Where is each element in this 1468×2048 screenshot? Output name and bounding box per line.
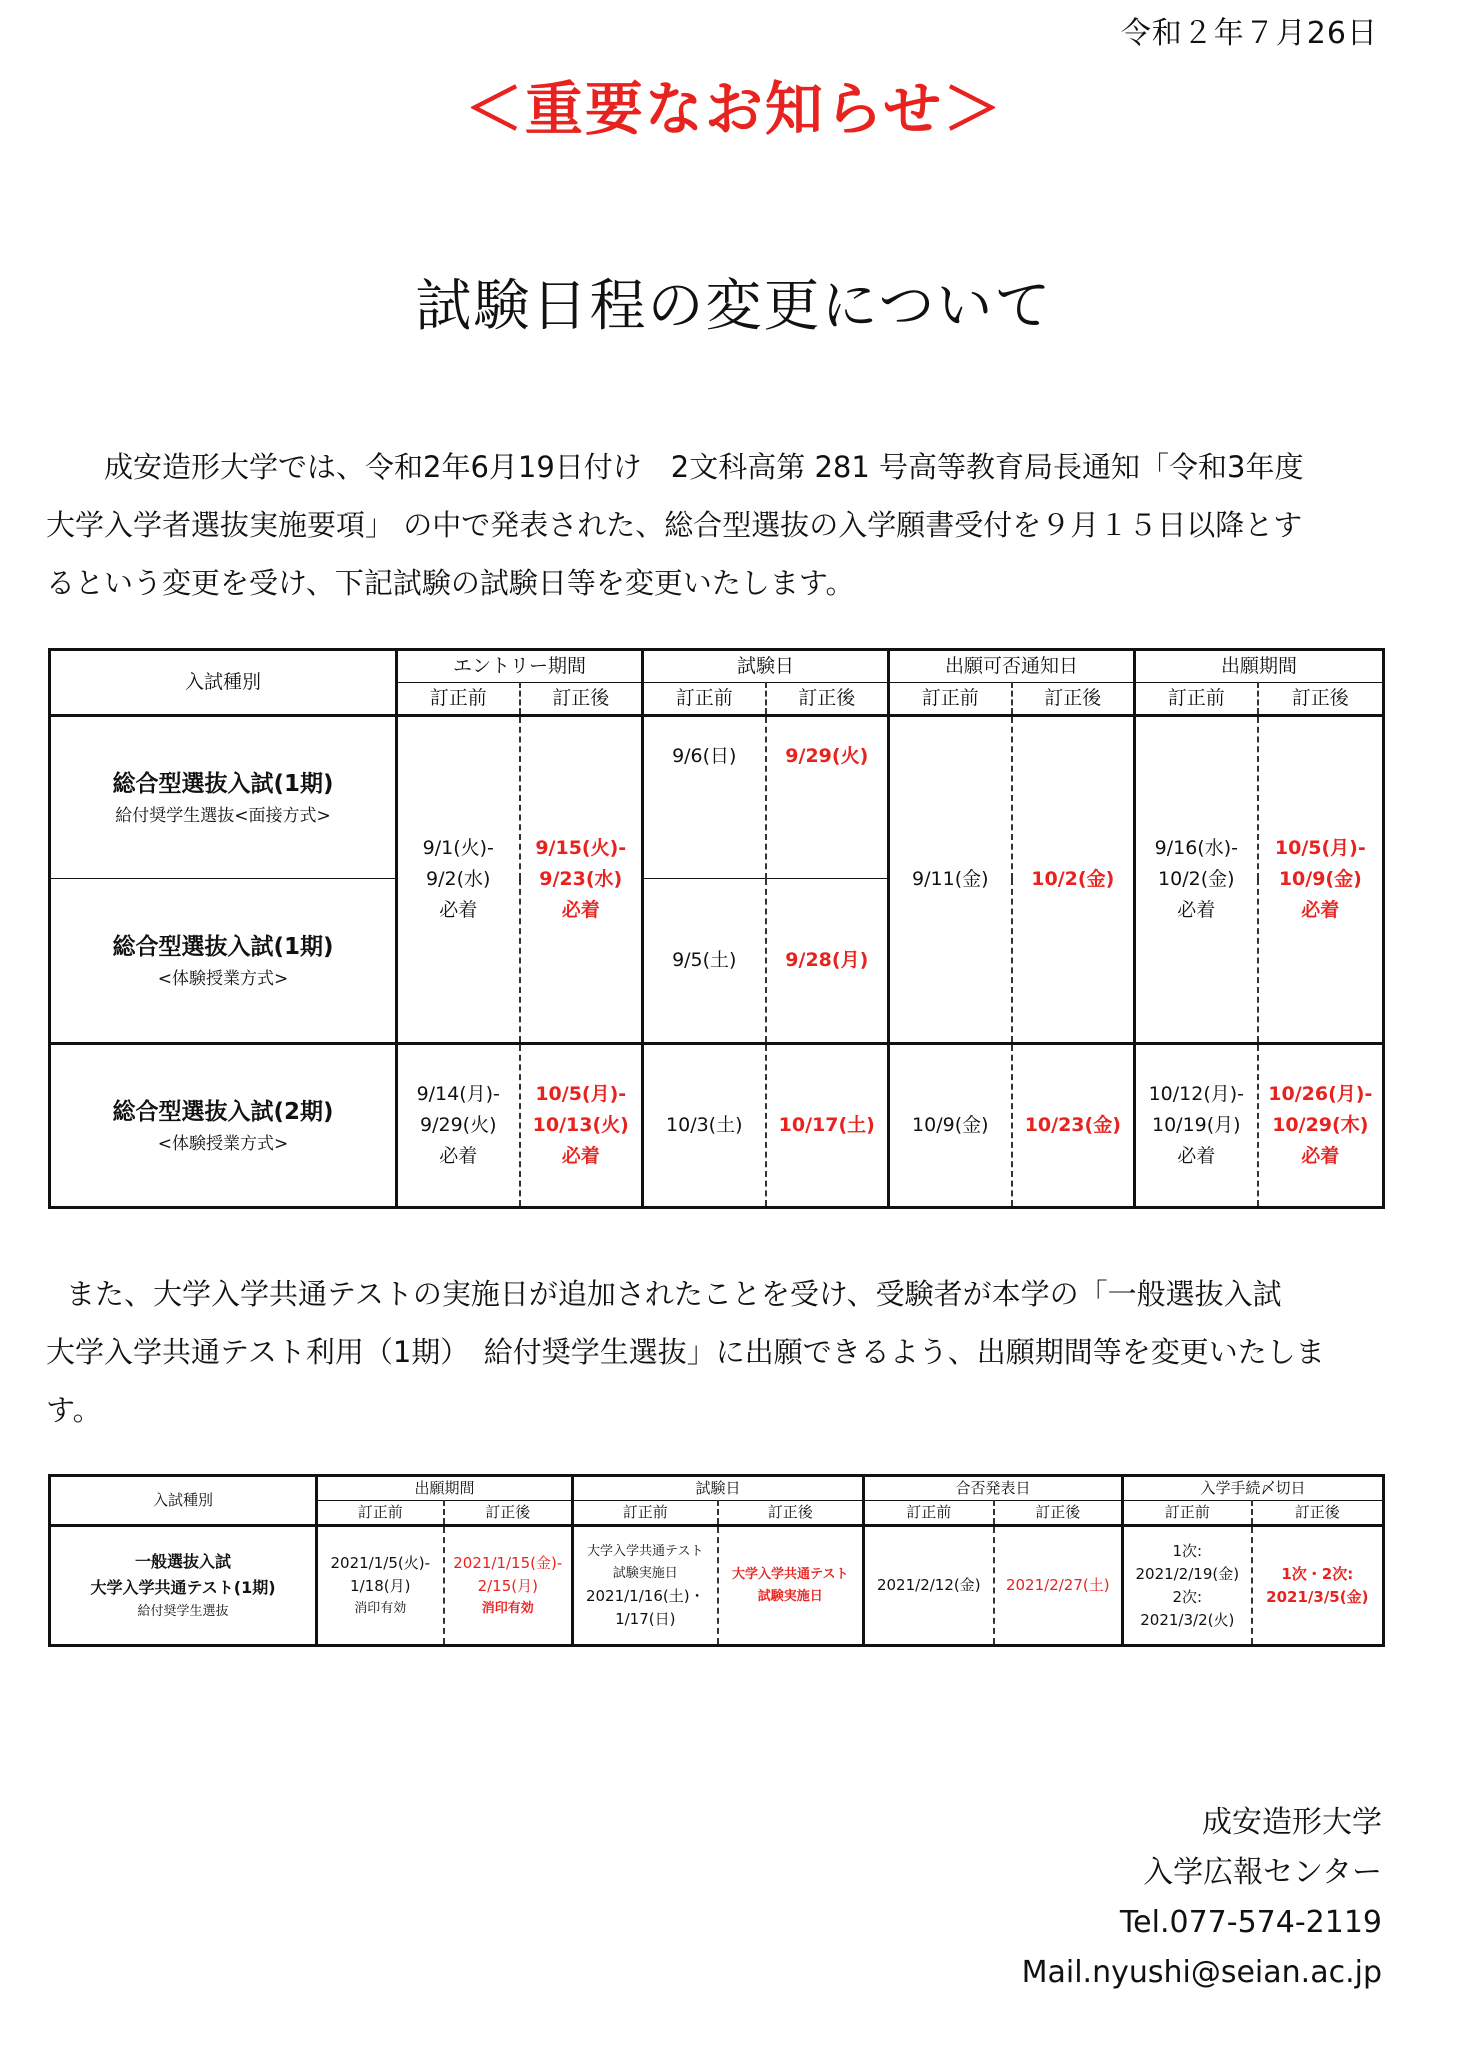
exam-after (718, 1526, 864, 1646)
apply-before-1-end: 10/2(金) (1158, 868, 1235, 890)
apply-after-1-note: 必着 (1301, 899, 1340, 921)
exam-before (573, 1526, 718, 1646)
exam-name: 総合型選抜入試(2期) (112, 1098, 334, 1125)
header-before: 訂正前 (889, 683, 1012, 716)
document-date: 令和２年７月26日 (1120, 16, 1378, 51)
header-after: 訂正後 (520, 683, 643, 716)
apply-before (317, 1526, 444, 1646)
procedure-after-line-1: 1次・2次: (1281, 1564, 1354, 1583)
result-after: 2021/2/27(土) (994, 1526, 1123, 1646)
exam-before-line-4: 1/17(日) (615, 1609, 676, 1628)
notify-after-2: 10/23(金) (1012, 1044, 1135, 1208)
entry-before-1-end: 9/2(水) (426, 868, 491, 890)
header-enrollment-deadline: 入学手続〆切日 (1123, 1476, 1384, 1501)
procedure-before (1123, 1526, 1252, 1646)
header-before: 訂正前 (317, 1501, 444, 1526)
apply-after-start: 2021/1/15(金)- (453, 1553, 563, 1572)
exam-type-1-trial-class (50, 879, 397, 1044)
exam-subtitle: <体験授業方式> (157, 968, 289, 989)
header-notification-date: 出願可否通知日 (889, 650, 1135, 683)
apply-before-1-start: 9/16(水)- (1154, 837, 1238, 859)
signature-mail: Mail.nyushi@seian.ac.jp (1021, 1955, 1382, 1990)
signature-tel: Tel.077-574-2119 (1119, 1905, 1382, 1940)
common-test-line-2: 大学入学共通テスト利用（1期） 給付奨学生選抜」に出願できるよう、出願期間等を変更いたしま (46, 1335, 1325, 1369)
entry-before-2-note: 必着 (439, 1145, 478, 1167)
apply-after-2-note: 必着 (1301, 1145, 1340, 1167)
procedure-before-line-4: 2021/3/2(火) (1140, 1610, 1235, 1629)
apply-after-2 (1258, 1044, 1384, 1208)
common-test-line-1: また、大学入学共通テストの実施日が追加されたことを受け、受験者が本学の「一般選抜入試 (66, 1277, 1282, 1311)
entry-before-2-end: 9/29(火) (420, 1114, 497, 1136)
apply-before-2 (1135, 1044, 1258, 1208)
apply-after-note: 消印有効 (481, 1600, 534, 1616)
procedure-after (1252, 1526, 1384, 1646)
procedure-before-line-3: 2次: (1172, 1587, 1203, 1606)
header-after: 訂正後 (1258, 683, 1384, 716)
exam-after-1b: 9/28(月) (766, 879, 889, 1044)
apply-before-2-start: 10/12(月)- (1148, 1083, 1245, 1105)
header-exam-date: 試験日 (643, 650, 889, 683)
header-result-date: 合否発表日 (864, 1476, 1123, 1501)
apply-before-end: 1/18(月) (350, 1576, 411, 1595)
header-before: 訂正前 (864, 1501, 994, 1526)
notify-before-1: 9/11(金) (889, 716, 1012, 1044)
apply-after-1-start: 10/5(月)- (1274, 837, 1366, 859)
entry-after-1-start: 9/15(火)- (535, 837, 627, 859)
intro-paragraph (46, 438, 1406, 612)
entry-before-1-start: 9/1(火)- (422, 837, 494, 859)
header-after: 訂正後 (994, 1501, 1123, 1526)
entry-before-1 (397, 716, 520, 1044)
header-entry-period: エントリー期間 (397, 650, 643, 683)
header-exam-date: 試験日 (573, 1476, 864, 1501)
general-exam-schedule-table (48, 1474, 1385, 1647)
exam-before-2: 10/3(土) (643, 1044, 766, 1208)
apply-before-2-note: 必着 (1177, 1145, 1216, 1167)
apply-after-2-start: 10/26(月)- (1268, 1083, 1373, 1105)
exam-before-1a: 9/6(日) (643, 716, 766, 879)
apply-before-start: 2021/1/5(火)- (330, 1553, 430, 1572)
entry-before-1-note: 必着 (439, 899, 478, 921)
header-after: 訂正後 (718, 1501, 864, 1526)
apply-before-1 (1135, 716, 1258, 1044)
exam-name: 総合型選抜入試(1期) (112, 770, 334, 797)
common-test-line-3: す。 (46, 1393, 102, 1427)
header-before: 訂正前 (397, 683, 520, 716)
common-test-paragraph (46, 1265, 1406, 1439)
comprehensive-exam-schedule-table (48, 648, 1385, 1209)
exam-name: 総合型選抜入試(1期) (112, 933, 334, 960)
intro-line-2: 大学入学者選抜実施要項」 の中で発表された、総合型選抜の入学願書受付を９月１５日以降とす (46, 508, 1303, 542)
signature-dept: 入学広報センター (1143, 1855, 1382, 1890)
apply-after-end: 2/15(月) (477, 1576, 538, 1595)
procedure-after-line-2: 2021/3/5(金) (1266, 1587, 1369, 1606)
header-exam-type: 入試種別 (50, 650, 397, 716)
exam-type-2-trial-class (50, 1044, 397, 1208)
result-before: 2021/2/12(金) (864, 1526, 994, 1646)
exam-before-line-3: 2021/1/16(土)・ (585, 1586, 705, 1605)
entry-after-1 (520, 716, 643, 1044)
exam-after-line-2: 試験実施日 (757, 1588, 823, 1604)
intro-line-3: るという変更を受け、下記試験の試験日等を変更いたします。 (46, 566, 855, 600)
exam-name-line-1: 一般選抜入試 (134, 1551, 231, 1571)
header-after: 訂正後 (444, 1501, 573, 1526)
exam-type-general-common-test (50, 1526, 317, 1646)
exam-name-line-2: 大学入学共通テスト(1期) (90, 1577, 276, 1597)
procedure-before-line-2: 2021/2/19(金) (1135, 1564, 1240, 1583)
entry-before-2-start: 9/14(月)- (416, 1083, 500, 1105)
header-before: 訂正前 (643, 683, 766, 716)
signature-block (1022, 1798, 1382, 1998)
exam-before-1b: 9/5(土) (643, 879, 766, 1044)
notify-before-2: 10/9(金) (889, 1044, 1012, 1208)
procedure-before-line-1: 1次: (1172, 1541, 1203, 1560)
header-before: 訂正前 (1135, 683, 1258, 716)
apply-before-1-note: 必着 (1177, 899, 1216, 921)
entry-after-2-note: 必着 (561, 1145, 600, 1167)
exam-subtitle: <体験授業方式> (157, 1133, 289, 1154)
entry-after-2-end: 10/13(火) (532, 1114, 629, 1136)
header-after: 訂正後 (1252, 1501, 1384, 1526)
header-exam-type: 入試種別 (50, 1476, 317, 1526)
exam-before-line-1: 大学入学共通テスト (587, 1543, 704, 1559)
apply-after (444, 1526, 573, 1646)
entry-after-2 (520, 1044, 643, 1208)
apply-after-1-end: 10/9(金) (1278, 868, 1362, 890)
intro-line-1: 成安造形大学では、令和2年6月19日付け 2文科高第 281 号高等教育局長通知「令和3年度 (104, 450, 1304, 484)
exam-subtitle: 給付奨学生選抜 (137, 1603, 229, 1619)
apply-after-2-end: 10/29(木) (1272, 1114, 1369, 1136)
entry-after-1-end: 9/23(水) (539, 868, 623, 890)
header-after: 訂正後 (766, 683, 889, 716)
apply-before-2-end: 10/19(月) (1152, 1114, 1241, 1136)
exam-after-1a: 9/29(火) (766, 716, 889, 879)
header-before: 訂正前 (573, 1501, 718, 1526)
entry-after-2-start: 10/5(月)- (535, 1083, 627, 1105)
header-application-period: 出願期間 (317, 1476, 573, 1501)
important-notice-heading: ＜重要なお知らせ＞ (464, 75, 1004, 143)
page-title: 試験日程の変更について (415, 274, 1053, 339)
entry-after-1-note: 必着 (561, 899, 600, 921)
entry-before-2 (397, 1044, 520, 1208)
exam-subtitle: 給付奨学生選抜<面接方式> (115, 805, 331, 826)
exam-after-line-1: 大学入学共通テスト (732, 1566, 849, 1582)
header-application-period: 出願期間 (1135, 650, 1384, 683)
exam-before-line-2: 試験実施日 (612, 1565, 678, 1581)
notify-after-1: 10/2(金) (1012, 716, 1135, 1044)
header-before: 訂正前 (1123, 1501, 1252, 1526)
exam-type-1-interview (50, 716, 397, 879)
apply-after-1 (1258, 716, 1384, 1044)
exam-after-2: 10/17(土) (766, 1044, 889, 1208)
apply-before-note: 消印有効 (354, 1600, 407, 1616)
header-after: 訂正後 (1012, 683, 1135, 716)
signature-org: 成安造形大学 (1202, 1805, 1382, 1840)
